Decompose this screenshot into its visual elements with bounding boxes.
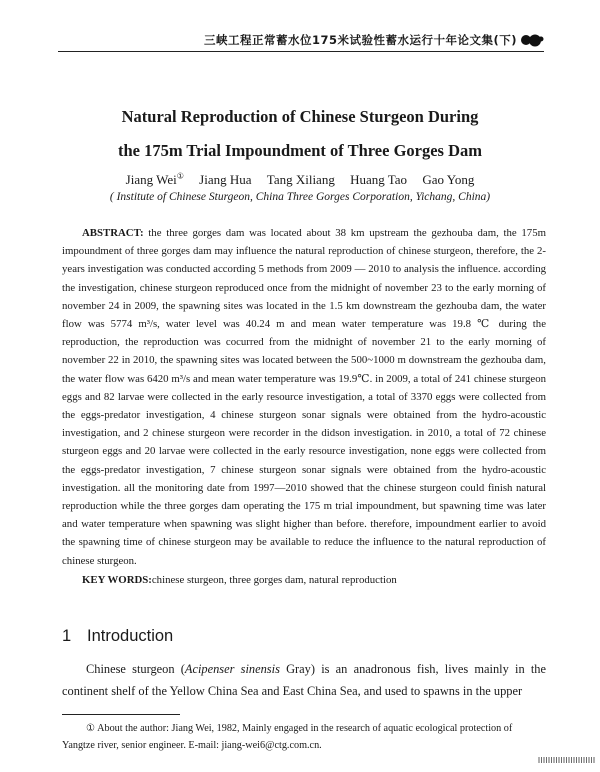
section-heading [62,627,173,646]
paper-title-line-2: the 175m Trial Impoundment of Three Gorges Dam [117,141,483,160]
keywords [82,574,397,586]
section-number: 1 [62,627,72,645]
dark-blob-logo-icon [520,33,544,47]
author-name: Jiang Wei① [125,172,184,188]
affiliation: ( Institute of Chinese Sturgeon, China Three Gorges Corporation, Yichang, China) [109,191,491,203]
author-name: Huang Tao [350,172,408,188]
intro-paragraph: Chinese sturgeon (Acipenser sinensis Gray) is an anadronous fish, lives mainly in the continent shelf of the Yellow China Sea and East China Sea, and used to spawns in the upper [62,662,546,698]
scan-mark-stripe [538,757,596,763]
keywords-label: KEY WORDS: [82,574,152,586]
running-header [204,32,544,48]
abstract-text: the three gorges dam was located about 38 km upstream the gezhouba dam, the 175m impoundment of three gorges dam may influence the natural reproduction of chinese sturgeon, therefore, the 2-years investigation was conducted according 5 methods from 2009 — 2010 to analysis the influence. according the investigation, chinese sturgeon reproduced once from the midnight of november 23 to the early morning of november 24 in 2009, the spawning sites was located in the 1.5 km downstream the gezhouba dam, the water flow was 5774 m³/s, water level was 40.24 m and mean water temperature was 19.8 ℃ during the reproduction, the reproduction was cocurred from the midnight of november 21 to the early morning of november 22 in 2010, the spawning sites was located between the 500~1000 m downstream the gezhouba dam, the water flow was 6420 m³/s and mean water temperature was 19.9℃. in 2009, a total of 241 chinese sturgeon eggs and 82 larvae were collected in the early resource investigation, a total of 3370 eggs were collected from the eggs-predator investigation, 4 chinese sturgeon sonar signals were obtained from the hydro-acoustic investigation, and 2 chinese sturgeon were recorder in the didson investigation. in 2010, a total of 72 chinese sturgeon eggs and 20 larvae were collected in the early resource investigation, none eggs were collected from the eggs-predator investigation, 7 chinese sturgeon sonar signals were obtained from the hydro-acoustic investigation. all the monitoring date from 1997—2010 showed that the chinese sturgeon could finish natural reproduction while the three gorges dam operating the 175 m trial impoundment, but spawning time was later and water temperature when spawning was slight higher than before. therefore, impoundment earlier to avoid the spawning time of chinese sturgeon may be available to reduce the influence to the natural reproduction of chinese sturgeon. [62,227,546,567]
species-name: Acipenser sinensis [184,662,280,676]
paper-title-line-1: Natural Reproduction of Chinese Sturgeon During [121,107,479,126]
keywords-text: chinese sturgeon, three gorges dam, natural reproduction [151,574,397,586]
section-title: Introduction [87,627,174,645]
author-footnote: ① About the author: Jiang Wei, 1982, Mainly engaged in the research of aquatic ecological protection of Yangtze river, senior engineer. E-mail: jiang-wei6@ctg.com.cn. [62,723,513,751]
header-rule [58,51,544,52]
running-title: 三峡工程正常蓄水位175米试验性蓄水运行十年论文集(下) [203,33,517,47]
footnote-rule [62,714,180,715]
author-list [0,172,600,188]
abstract-label: ABSTRACT: [82,227,144,239]
author-name: Gao Yong [422,172,475,188]
author-note-mark: ① [176,172,184,181]
author-name: Jiang Hua [199,172,252,188]
abstract [62,224,546,570]
author-name: Tang Xiliang [266,172,335,188]
